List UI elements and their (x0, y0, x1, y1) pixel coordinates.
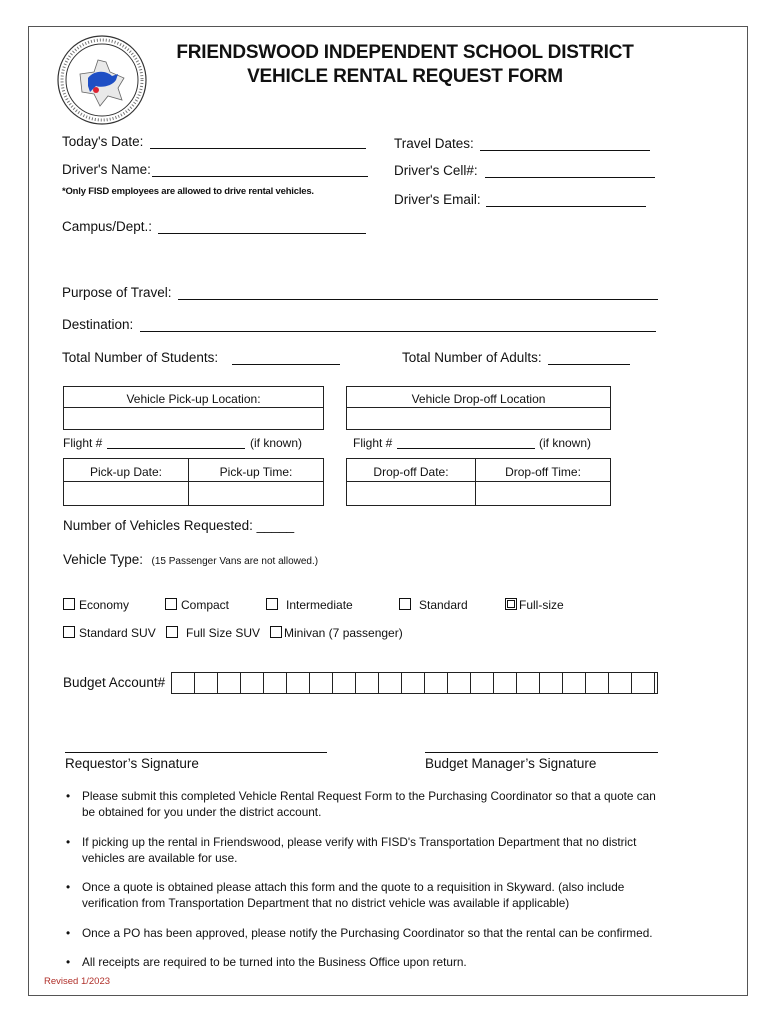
dropoff-date-box[interactable] (346, 458, 476, 506)
revised-date: Revised 1/2023 (44, 976, 111, 987)
option-minivan[interactable]: Minivan (7 passenger) (270, 626, 403, 640)
drivers-cell-label: Driver's Cell#: (394, 163, 478, 178)
option-full-size-suv[interactable]: Full Size SUV (166, 626, 260, 640)
option-standard[interactable]: Standard (399, 598, 468, 612)
dropoff-flight-field[interactable] (397, 448, 535, 449)
pickup-flight-label: Flight # (63, 436, 103, 450)
drivers-cell-field[interactable] (485, 177, 655, 178)
form-title: VEHICLE RENTAL REQUEST FORM (247, 66, 563, 87)
vehicle-type-note: (15 Passenger Vans are not allowed.) (151, 556, 319, 567)
dropoff-time-label: Drop-off Time: (505, 465, 581, 479)
option-compact[interactable]: Compact (165, 598, 229, 612)
standard-checkbox[interactable] (399, 598, 411, 610)
budget-digit-cell[interactable] (471, 673, 494, 694)
budget-account-label: Budget Account# (63, 675, 166, 690)
dropoff-flight-label: Flight # (353, 436, 393, 450)
destination-field[interactable] (140, 331, 656, 332)
dropoff-location-box[interactable] (346, 386, 611, 430)
campus-dept-label: Campus/Dept.: (62, 219, 153, 234)
intermediate-checkbox[interactable] (266, 598, 278, 610)
total-students-label: Total Number of Students: (62, 350, 219, 365)
dropoff-time-box[interactable] (475, 458, 611, 506)
number-vehicles-label: Number of Vehicles Requested: _____ (63, 518, 295, 533)
todays-date-label: Today's Date: (62, 134, 144, 149)
budget-digit-cell[interactable] (632, 673, 655, 694)
full-size-suv-checkbox[interactable] (166, 626, 178, 638)
option-full-size[interactable]: Full-size (505, 598, 564, 612)
budget-digit-cell[interactable] (264, 673, 287, 694)
standard-suv-checkbox[interactable] (63, 626, 75, 638)
manager-signature-line[interactable] (425, 752, 658, 753)
budget-digit-cell[interactable] (379, 673, 402, 694)
travel-dates-label: Travel Dates: (394, 136, 474, 151)
option-intermediate[interactable]: Intermediate (266, 598, 353, 612)
todays-date-field[interactable] (150, 148, 366, 149)
budget-digit-cell[interactable] (540, 673, 563, 694)
destination-label: Destination: (62, 317, 134, 332)
total-students-field[interactable] (232, 364, 340, 365)
budget-digit-cell[interactable] (310, 673, 333, 694)
compact-checkbox[interactable] (165, 598, 177, 610)
budget-digit-cell[interactable] (356, 673, 379, 694)
budget-account-field[interactable] (171, 672, 658, 694)
travel-dates-field[interactable] (480, 150, 650, 151)
pickup-if-known: (if known) (250, 436, 303, 450)
pickup-time-box[interactable] (188, 458, 324, 506)
manager-signature-label: Budget Manager’s Signature (425, 756, 597, 771)
budget-digit-cell[interactable] (218, 673, 241, 694)
dropoff-if-known: (if known) (539, 436, 592, 450)
purpose-field[interactable] (178, 299, 658, 300)
pickup-time-label: Pick-up Time: (219, 465, 293, 479)
budget-digit-cell[interactable] (402, 673, 425, 694)
pickup-location-label: Vehicle Pick-up Location: (126, 392, 261, 406)
option-economy[interactable]: Economy (63, 598, 129, 612)
drivers-email-label: Driver's Email: (394, 192, 481, 207)
budget-digit-cell[interactable] (287, 673, 310, 694)
pickup-flight-field[interactable] (107, 448, 245, 449)
budget-digit-cell[interactable] (195, 673, 218, 694)
budget-digit-cell[interactable] (172, 673, 195, 694)
budget-digit-cell[interactable] (333, 673, 356, 694)
campus-dept-field[interactable] (158, 233, 366, 234)
dropoff-location-label: Vehicle Drop-off Location (411, 392, 546, 406)
budget-digit-cell[interactable] (241, 673, 264, 694)
drivers-name-field[interactable] (152, 176, 368, 177)
total-adults-label: Total Number of Adults: (402, 350, 542, 365)
budget-digit-cell[interactable] (609, 673, 632, 694)
purpose-label: Purpose of Travel: (62, 285, 172, 300)
dropoff-date-label: Drop-off Date: (373, 465, 449, 479)
fisd-employees-note: *Only FISD employees are allowed to drive rental vehicles. (62, 186, 314, 197)
pickup-location-box[interactable] (63, 386, 324, 430)
pickup-date-label: Pick-up Date: (89, 465, 163, 479)
pickup-date-box[interactable] (63, 458, 189, 506)
option-standard-suv[interactable]: Standard SUV (63, 626, 156, 640)
vehicle-type-row (63, 551, 318, 569)
minivan-checkbox[interactable] (270, 626, 282, 638)
budget-digit-cell[interactable] (494, 673, 517, 694)
total-adults-field[interactable] (548, 364, 630, 365)
requestor-signature-label: Requestor’s Signature (65, 756, 199, 771)
drivers-email-field[interactable] (486, 206, 646, 207)
budget-digit-cell[interactable] (425, 673, 448, 694)
budget-digit-cell[interactable] (448, 673, 471, 694)
budget-digit-cell[interactable] (517, 673, 540, 694)
vehicle-type-label: Vehicle Type: (63, 552, 144, 567)
full-size-checkbox[interactable] (505, 598, 517, 610)
budget-digit-cell[interactable] (563, 673, 586, 694)
economy-checkbox[interactable] (63, 598, 75, 610)
drivers-name-label: Driver's Name: (62, 162, 151, 177)
district-title: FRIENDSWOOD INDEPENDENT SCHOOL DISTRICT (176, 42, 634, 63)
district-seal-logo (54, 34, 150, 126)
budget-digit-cell[interactable] (586, 673, 609, 694)
requestor-signature-line[interactable] (65, 752, 327, 753)
